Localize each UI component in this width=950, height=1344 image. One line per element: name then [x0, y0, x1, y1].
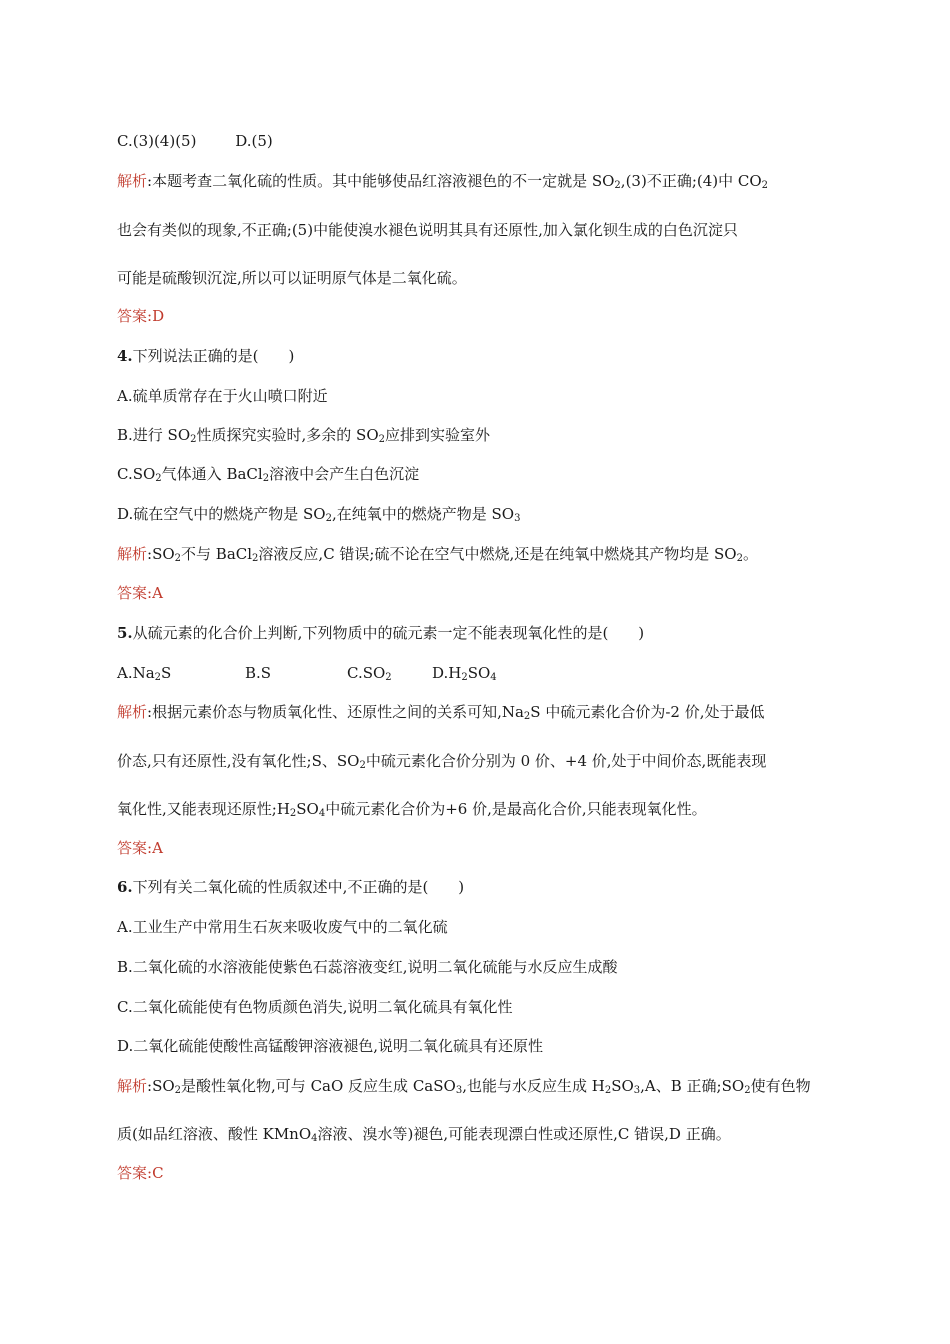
q5-stem: 5.从硫元素的化合价上判断,下列物质中的硫元素一定不能表现氧化性的是( ) — [117, 624, 645, 642]
q6-analysis-line-1: 解析$:SO_2$是酸性氧化物,可与 CaO 反应生成 CaSO$_3$,也能与水反应生成 $H_2SO_3,A$、B 正确$;SO_2$使有色物 — [117, 1077, 811, 1096]
q5-analysis-line-1: 解析:根据元素价态与物质氧化性、还原性之间的关系可知$,Na_2S$ 中硫元素化合价为-2 价,处于最低 — [117, 703, 765, 722]
question-number: 4. — [117, 347, 133, 365]
q5-analysis-line-2: 价态,只有还原性,没有氧化性;S、$SO_2$中硫元素化合价分别为 0 价、+4 价,处于中间价态,既能表现 — [117, 752, 767, 771]
q3-option-c: C.(3)(4)(5) — [117, 132, 197, 150]
q5-analysis-line-3: 氧化性,又能表现还原性$;H_2SO_4$中硫元素化合价为+6 价,是最高化合价,只能表现氧化性。 — [117, 800, 707, 819]
answer-label: 答案 — [117, 839, 148, 857]
q3-option-d: D.(5) — [235, 132, 273, 150]
q5-option-d: $D.H_2SO_4$ — [432, 664, 497, 683]
q4-answer: 答案:A — [117, 584, 163, 602]
question-number: 5. — [117, 624, 133, 642]
q3-analysis-line-3: 可能是硫酸钡沉淀,所以可以证明原气体是二氧化硫。 — [117, 269, 467, 287]
q6-option-a: A.工业生产中常用生石灰来吸收废气中的二氧化硫 — [117, 918, 448, 936]
q3-options-cd — [117, 131, 273, 151]
q5-option-c: $C.SO_2$ — [347, 664, 392, 683]
question-number: 6. — [117, 878, 133, 896]
q6-option-b: B.二氧化硫的水溶液能使紫色石蕊溶液变红,说明二氧化硫能与水反应生成酸 — [117, 958, 618, 976]
q3-analysis-line-1: 解析:本题考查二氧化硫的性质。其中能够使品红溶液褪色的不一定就是 $SO_2,(3)$不正确;(4)中 $CO_2$ — [117, 172, 769, 191]
analysis-label: 解析 — [117, 703, 148, 721]
q4-option-b: B.进行 $SO_2$性质探究实验时,多余的 $SO_2$应排到实验室外 — [117, 426, 491, 445]
q4-option-c: $C.SO_2$气体通入 BaCl$_2$溶液中会产生白色沉淀 — [117, 465, 420, 484]
q6-analysis-line-2: 质(如品红溶液、酸性 KMnO$_4$溶液、溴水等)褪色,可能表现漂白性或还原性,C 错误,D 正确。 — [117, 1125, 731, 1144]
q3-analysis-line-2: 也会有类似的现象,不正确;(5)中能使溴水褪色说明其具有还原性,加入氯化钡生成的白色沉淀只 — [117, 221, 738, 239]
q3-analysis-text: :本题考查二氧化硫的性质。其中能够使品红溶液褪色的不一定就是 SO — [147, 172, 615, 190]
answer-label: 答案 — [117, 1164, 148, 1182]
q6-option-c: C.二氧化硫能使有色物质颜色消失,说明二氧化硫具有氧化性 — [117, 998, 513, 1016]
q5-option-a: $A.Na_2S$ — [117, 664, 172, 683]
q6-option-d: D.二氧化硫能使酸性高锰酸钾溶液褪色,说明二氧化硫具有还原性 — [117, 1037, 544, 1055]
answer-label: 答案 — [117, 584, 148, 602]
q3-answer: 答案:D — [117, 307, 165, 325]
q4-analysis: 解析$:SO_2$不与 BaCl$_2$溶液反应,C 错误;硫不论在空气中燃烧,还是在纯氧中燃烧其产物均是 $SO_2$。 — [117, 545, 758, 564]
q6-stem: 6.下列有关二氧化硫的性质叙述中,不正确的是( ) — [117, 878, 465, 896]
q6-answer: 答案:C — [117, 1164, 164, 1182]
analysis-label: 解析 — [117, 545, 148, 563]
q5-answer: 答案:A — [117, 839, 163, 857]
q5-option-b: B.S — [245, 664, 272, 682]
q4-option-a: A.硫单质常存在于火山喷口附近 — [117, 387, 328, 405]
analysis-label: 解析 — [117, 172, 148, 190]
analysis-label: 解析 — [117, 1077, 148, 1095]
answer-label: 答案 — [117, 307, 148, 325]
q4-option-d: D.硫在空气中的燃烧产物是 $SO_2$,在纯氧中的燃烧产物是 $SO_3$ — [117, 505, 521, 524]
q4-stem: 4.下列说法正确的是( ) — [117, 347, 295, 365]
